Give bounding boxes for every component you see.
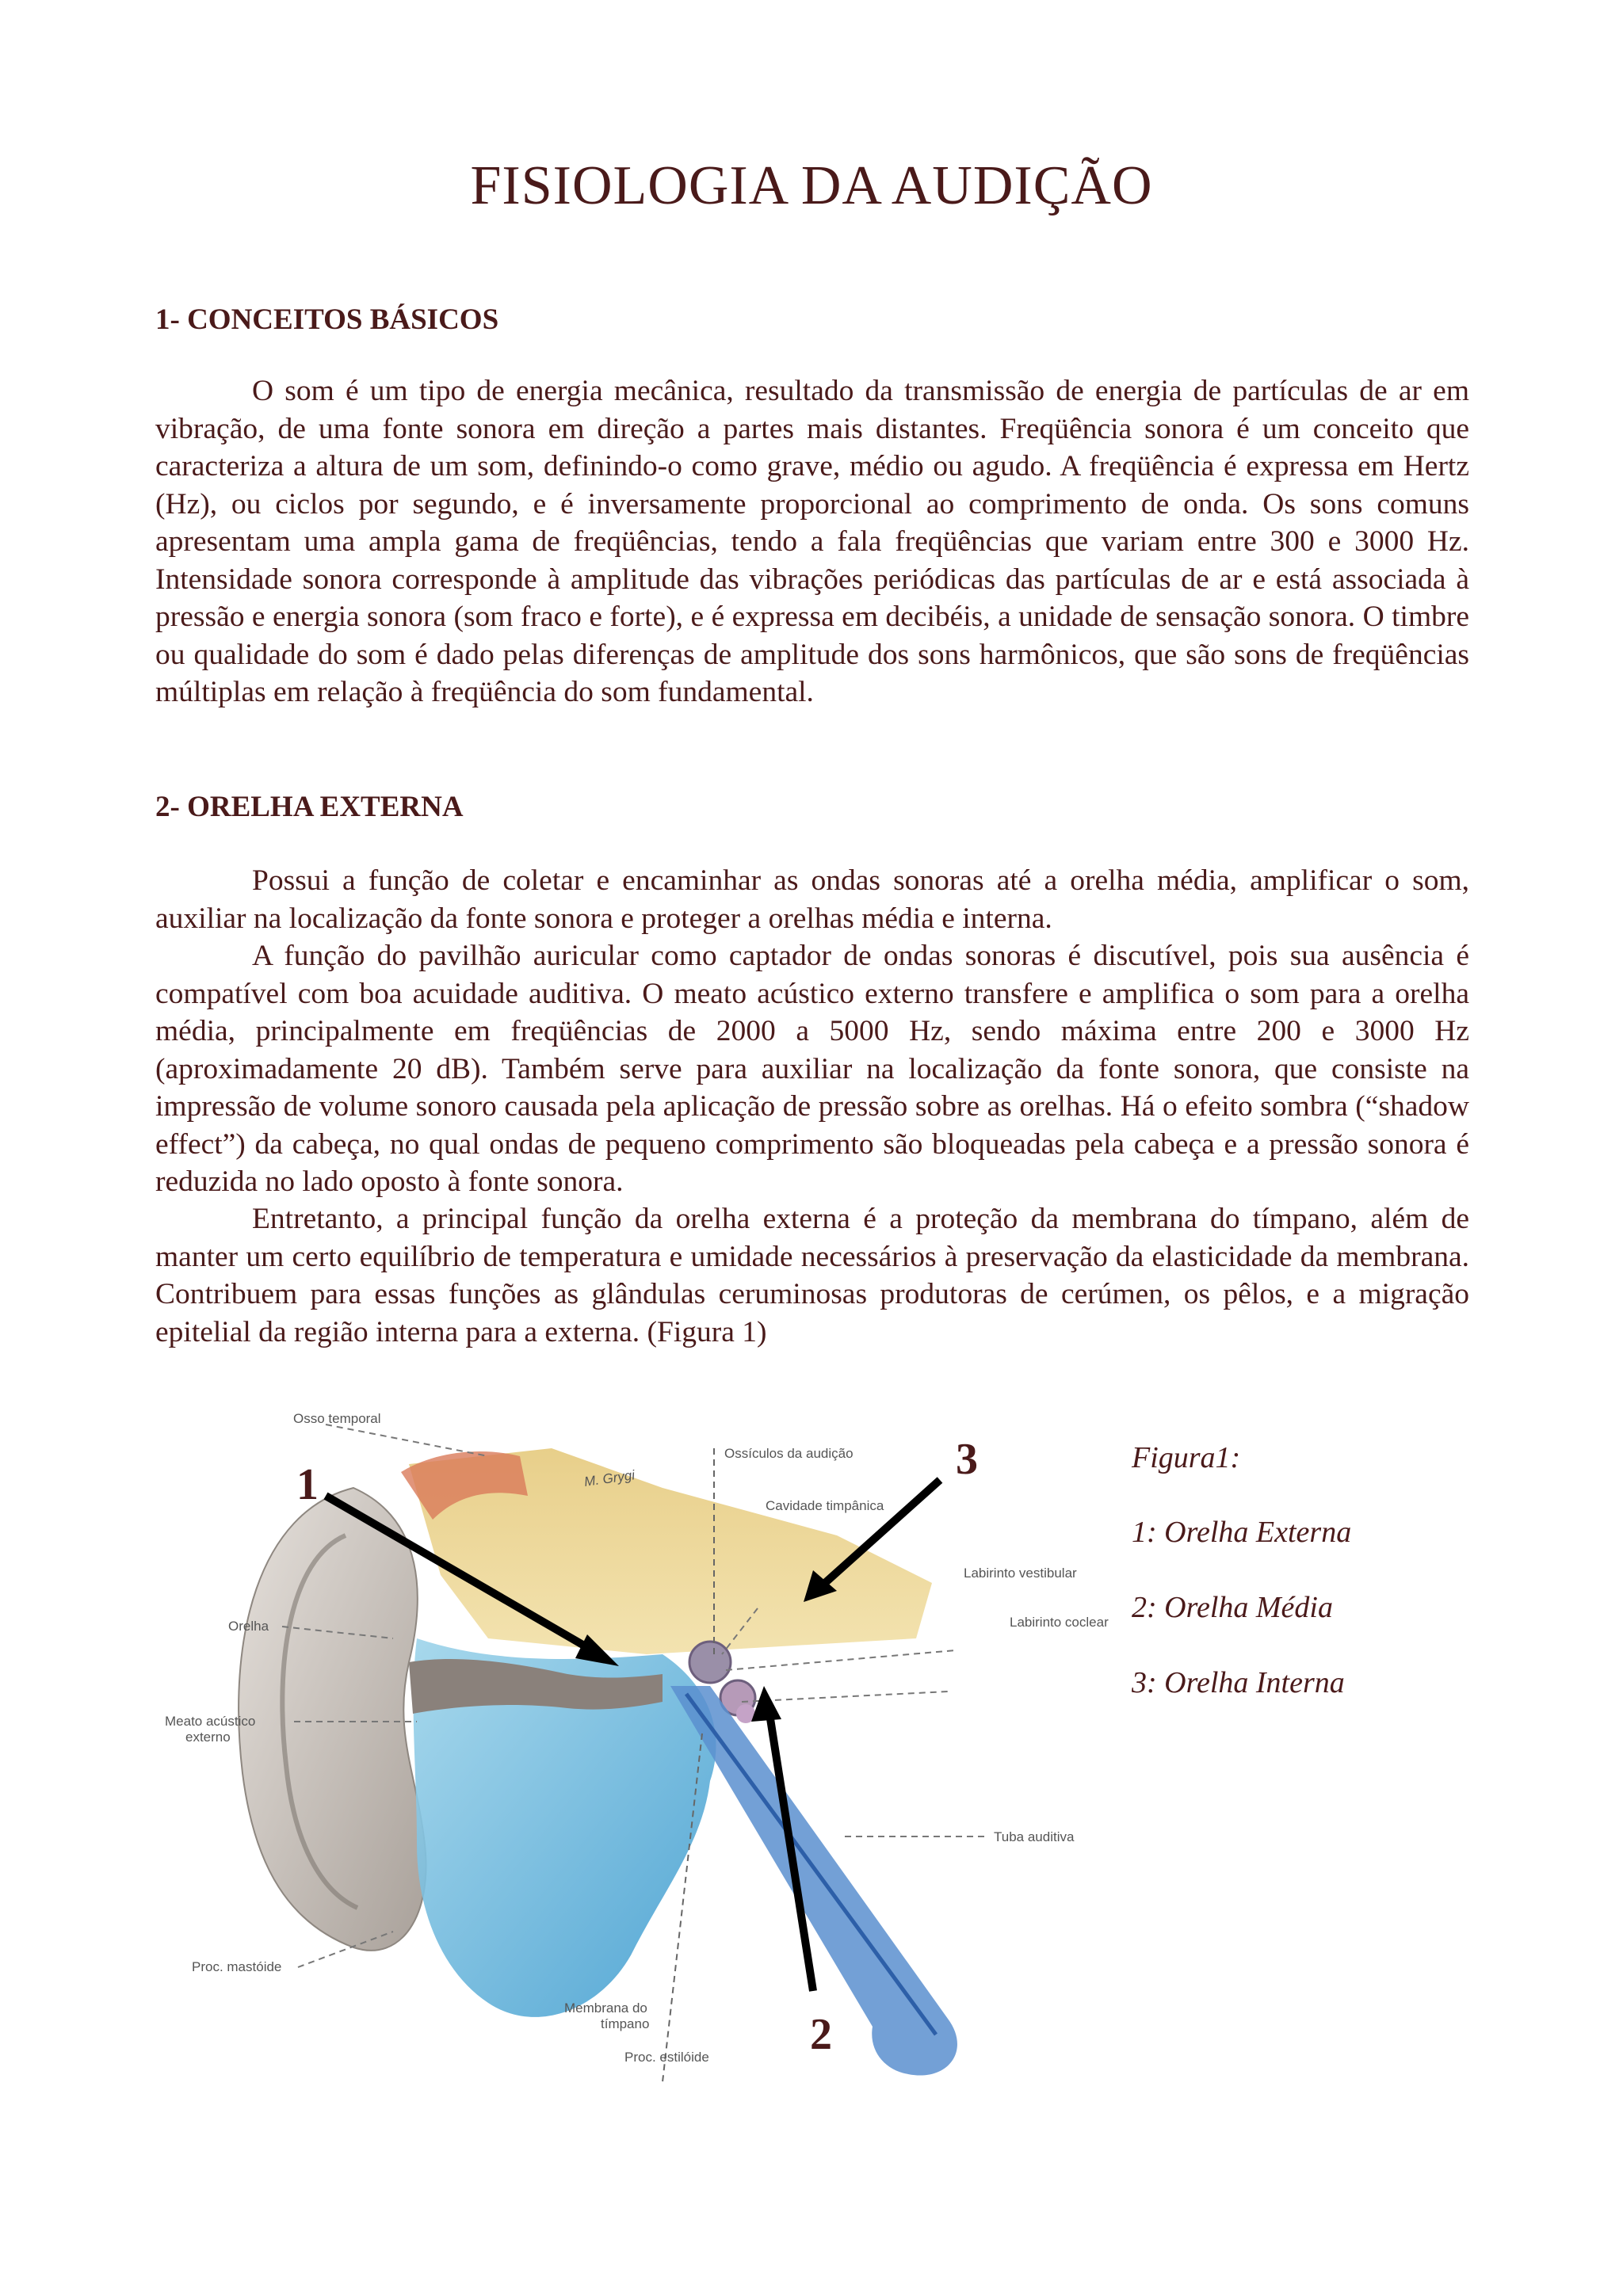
label-cavidade-timpanica: Cavidade timpânica xyxy=(766,1498,884,1513)
pinna-shape xyxy=(239,1488,426,1951)
figure-caption-item-2: 2: Orelha Média xyxy=(1132,1591,1333,1624)
paragraph-orelha-externa-2: A função do pavilhão auricular como captador de ondas sonoras é discutível, pois sua ausência é compatível com boa acuidade auditiva. O meato acústico externo transfere e amplifica o som para a orelha média, principalmente em freqüências de 2000 a 5000 Hz, sendo máxima entre 200 e 3000 Hz (aproximadamente 20 dB). Também serve para auxiliar na localização da fonte sonora, que consiste na impressão de volume sonoro causada pela aplicação de pressão sobre as orelhas. Há o efeito sombra (“shadow effect”) da cabeça, no qual ondas de pequeno comprimento são bloqueadas pela cabeça e a pressão sonora é reduzida no lado oposto à fonte sonora. xyxy=(155,940,1469,1198)
paragraph-orelha-externa-1: Possui a função de coletar e encaminhar as ondas sonoras até a orelha média, amplificar o som, auxiliar na localização da fonte sonora e proteger a orelhas média e interna. xyxy=(155,864,1469,935)
label-ossiculos: Ossículos da audição xyxy=(724,1446,854,1461)
label-orelha: Orelha xyxy=(228,1619,269,1634)
label-meato-line1: Meato acústico xyxy=(165,1714,256,1729)
vestibular-structure xyxy=(689,1642,731,1683)
label-labirinto-coclear: Labirinto coclear xyxy=(1010,1615,1109,1630)
label-meato-line2: externo xyxy=(185,1730,231,1745)
label-proc-estiloide: Proc. estilóide xyxy=(624,2050,709,2065)
paragraph-orelha-externa-3: Entretanto, a principal função da orelha externa é a proteção da membrana do tímpano, além de manter um certo equilíbrio de temperatura e umidade necessários à preservação da elasticidade da membrana. Contribuem para essas funções as glândulas ceruminosas produtoras de cerúmen, os pêlos, e a migração epitelial da região interna para a externa. (Figura 1) xyxy=(155,1203,1469,1348)
label-proc-mastoide: Proc. mastóide xyxy=(192,1959,282,1974)
label-labirinto-vestibular: Labirinto vestibular xyxy=(964,1566,1077,1581)
figure-caption-item-3: 3: Orelha Interna xyxy=(1132,1666,1345,1699)
figure-number-2: 2 xyxy=(810,2010,832,2059)
figure-caption-item-1: 1: Orelha Externa xyxy=(1132,1516,1352,1549)
ear-anatomy-figure xyxy=(155,1401,1146,2098)
figure-caption-title: Figura1: xyxy=(1132,1441,1241,1474)
section-heading-orelha-externa: 2- ORELHA EXTERNA xyxy=(155,791,464,823)
label-tuba-auditiva: Tuba auditiva xyxy=(994,1829,1075,1844)
label-osso-temporal: Osso temporal xyxy=(293,1411,381,1426)
section-heading-conceitos: 1- CONCEITOS BÁSICOS xyxy=(155,303,499,336)
artist-signature: M. Grygi xyxy=(582,1467,636,1489)
label-membrana-line2: tímpano xyxy=(601,2016,650,2031)
figure-number-1: 1 xyxy=(296,1460,319,1509)
label-membrana-line1: Membrana do xyxy=(564,2000,647,2016)
figure-number-3: 3 xyxy=(956,1435,978,1484)
page-title: FISIOLOGIA DA AUDIÇÃO xyxy=(470,155,1153,216)
paragraph-conceitos: O som é um tipo de energia mecânica, resultado da transmissão de energia de partículas de ar em vibração, de uma fonte sonora em direção a partes mais distantes. Freqüência sonora é um conceito que caracteriza a altura de um som, definindo-o como grave, médio ou agudo. A freqüência é expressa em Hertz (Hz), ou ciclos por segundo, e é inversamente proporcional ao comprimento de onda. Os sons comuns apresentam uma ampla gama de freqüências, tendo a fala freqüências que variam entre 300 e 3000 Hz. Intensidade sonora corresponde à amplitude das vibrações periódicas das partículas de ar e está associada à pressão e energia sonora (som fraco e forte), e é expressa em decibéis, a unidade de sensação sonora. O timbre ou qualidade do som é dado pelas diferenças de amplitude dos sons harmônicos, que são sons de freqüências múltiplas em relação à freqüência do som fundamental. xyxy=(155,375,1469,708)
